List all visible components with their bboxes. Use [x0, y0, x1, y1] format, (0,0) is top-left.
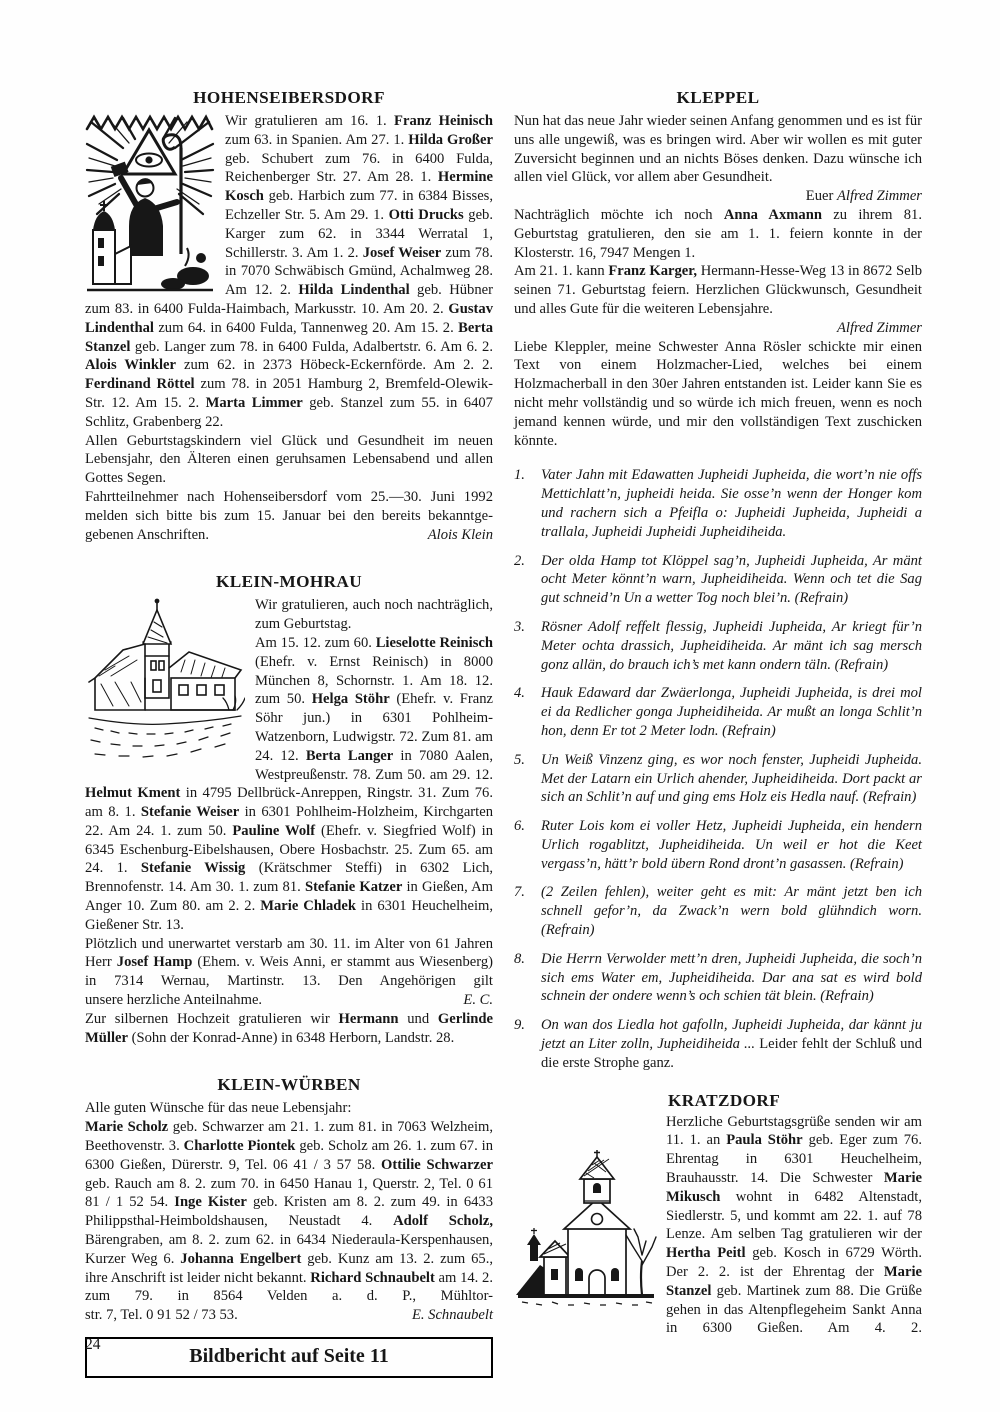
section-heading-kleppel: KLEPPEL [676, 88, 760, 107]
verse-number: 8. [514, 950, 525, 967]
signature-alois-klein: Alois Klein [427, 526, 493, 543]
verse-text: Rösner Adolf reffelt flessig, Jupheidi Jupheida, Ar kriegt für’n Meter ochta drassich, Jupheidiheida. Ar mänt ich sag mersch gonz allän, do brauch ich’s met kann ondern täln. (Refrain) [541, 618, 922, 673]
verse-number: 5. [514, 751, 525, 768]
last-line-text: str. 7, Tel. 0 91 52 / 73 53. [85, 1307, 238, 1324]
song-verse [514, 618, 922, 674]
birthday-list-paragraph: Wir gratulieren am 16. 1. Franz Heinisch zum 63. in Spanien. Am 27. 1. Hilda Großer geb. Schubert zum 76. in 6400 Fulda, Reichenberger Str. 27. Am 28. 1. Hermine Kosch geb. Harbich zum 77. in 6384 Bisses, Echzeller Str. 5. Am 29. 1. Otti Drucks geb. Karger zum 62. in 3344 Werratal 1, Schillerstr. 3. Am 1. 2. Josef Weiser zum 78. in 7070 Schwäbisch Gmünd, Achalmweg 28. Am 12. 2. Hilda Lindenthal geb. Hübner zum 83. in 6400 Fulda-Haimbach, Markusstr. 10. Am 20. 2. Gustav Lindenthal zum 64. in 6400 Fulda, Tannenweg 20. Am 15. 2. Berta Stanzel geb. Langer zum 78. in 6400 Fulda, Adalbertstr. 6. Am 6. 2. Alois Winkler zum 62. in 2373 Höbeck-Eckernförde. Am 2. 2. Ferdinand Röttel zum 78. in 2051 Hamburg 2, Bremfeld-Olewik-Str. 12. Am 15. 2. Marta Limmer geb. Stanzel zum 55. in 6407 Schlitz, Grabenberg 22. [85, 113, 494, 430]
song-verse [514, 1016, 922, 1072]
verse-text: Die Herrn Verwolder mett’n dren, Jupheidi Jupheida, die soch’n sich ems Water em, Jupheidiheida. Dar ana sat es wird bold schnein der ondere wenn’s och schien tät blein. (Refrain) [541, 950, 922, 1005]
birthday-list-paragraph: Am 15. 12. zum 60. Lieselotte Reinisch (Ehefr. v. Ernst Reinisch) in 8000 München 8, Schornstr. 1. Am 18. 12. zum 50. Helga Stöhr (Ehefr. v. Franz Söhr jun.) in 6301 Pohlheim-Watzenborn, Ludwigstr. 72. Zum 81. am 24. 12. Berta Langer in 7080 Aalen, Westpreußenstr. 78. Zum 50. am 29. 12. Helmut Kment in 4795 Dellbrück-Anreppen, Ringstr. 31. Zum 76. am 8. 1. Stefanie Weiser in 6301 Pohlheim-Holzheim, Kirchgarten 22. Am 24. 1. zum 50. Pauline Wolf (Ehefr. v. Siegfried Wolf) in 6345 Eschenburg-Eibelshausen, Obere Hosbachstr. 25. Zum 65. am 24. 1. Stefanie Wissig (Krätschmer Steffi) in 6302 Lich, Brennofenstr. 14. Am 30. 1. zum 81. Stefanie Katzer in Gießen, Am Anger 10. Zum 80. am 2. 2. Marie Chladek in 6301 Heuchelheim, Gießener Str. 13. [85, 634, 494, 933]
birthday-paragraph-karger: Am 21. 1. kann Franz Karger, Hermann-Hesse-Weg 13 in 8672 Selb seinen 71. Geburtstag feiern. Herzlichen Glückwunsch, Gesundheit und alles Gute für die weiteren Lebensjahre. [514, 263, 922, 317]
verse-number: 7. [514, 884, 525, 901]
song-verse [514, 751, 922, 807]
section-heading-klein-wuerben: KLEIN-WÜRBEN [217, 1075, 361, 1095]
section-heading-klein-mohrau: KLEIN-MOHRAU [215, 572, 363, 592]
verse-text: Ruter Lois kom ei voller Hetz, Jupheidi Jupheida, ein hendern Urlich rogablitzt, Jupheidiheida. Un weil er hot die Keet vergass’n, hätt’r bold übern Rond dront’n gasassen. (Refrain) [541, 818, 922, 872]
verse-number: 1. [514, 467, 525, 484]
verse-text: Un Weiß Vinzenz ging, es wor noch fenster, Jupheidi Jupheida. Met der Latarn ein Urlich ahender, Jupheidiheida. Dort packt ar sich an Schlit’n auf und ging ems Holz eis Hedla nauf. (Refrain) [541, 751, 922, 806]
song-verse [514, 684, 922, 740]
song-verse [514, 883, 922, 939]
blessing-paragraph: Allen Geburtstagskindern viel Glück und Gesundheit im neuen Lebensjahr, den Älteren einen geruhsamen Lebensabend und allen Gottes Segen. [85, 432, 493, 487]
silver-wedding-paragraph: Zur silbernen Hochzeit gratulieren wir Hermann und Gerlinde Müller (Sohn der Konrad-Anne) in 6348 Herborn, Landstr. 28. [85, 1010, 493, 1046]
obituary-paragraph: Plötzlich und unerwartet verstarb am 30. 11. im Alter von 61 Jahren Herr Josef Hamp (Ehem. v. Weis Anni, er stammt aus Wiesenberg) in 7314 Wernau, Martinstr. 13. Den Angehörigen gilt [85, 935, 493, 990]
section-kratzdorf [514, 1091, 922, 1339]
last-line-text: gebenen Anschriften. [85, 526, 210, 543]
intro-paragraph: Alle guten Wünsche für das neue Lebensjahr: [85, 1100, 352, 1117]
section-kleppel [514, 88, 922, 1073]
verse-text: On wan dos Liedla hot gafolln, Jupheidi Jupheida, dar kännt ju jetzt an Liter zolln, Jupheidiheida ... Leider fehlt der Schluß und die erste Strophe ganz. [541, 1017, 923, 1071]
song-verse [514, 552, 922, 608]
left-column [85, 88, 493, 1378]
section-klein-wuerben [85, 1075, 493, 1325]
verse-text: Der olda Hamp tot Klöppel sag’n, Jupheidi Jupheida, Ar mänt ocht Meter könnt’n warn, Jupheidiheida. Wenn och tet die Sag gut schneid’n Un a wetter Tog noch blei’n. (Refrain) [541, 552, 922, 607]
verse-text: Vater Jahn mit Edawatten Jupheidi Jupheida, die wort’n nie offs Mettichlatt’n, jupheidi heida. Sie osse’n wenn der Honger kom und rachern sich a Pfeifla o: Jupheidi Jupheida, Jupheidi a trallala, Jupheidi Jupheidi Jupheidiheida. [541, 467, 922, 540]
birthday-list-paragraph: Marie Scholz geb. Schwarzer am 21. 1. zum 81. in 7063 Welzheim, Beethovenstr. 3. Charlotte Piontek geb. Scholz am 26. 1. zum 67. in 6300 Gießen, Dürerstr. 9, Tel. 06 41 / 3 57 58. Ottilie Schwarzer geb. Rauch am 8. 2. zum 70. in 6450 Hanau 1, Querstr. 2, Tel. 0 61 81 / 1 52 54. Inge Kister geb. Kristen am 8. 2. zum 49. in 6433 Philippsthal-Heimboldshausen, Neustadt 4. Adolf Scholz, Bärengraben, am 8. 2. zum 62. in 6434 Niederaula-Kerspenhausen, Kurzer Weg 6. Johanna Engelbert geb. Kunz am 13. 2. zum 65., ihre Anschrift ist leider nicht bekannt. Richard Schnaubelt am 14. 2. zum 79. in 8564 Velden a. d. P., Mühltor- [85, 1119, 494, 1305]
song-verse [514, 950, 922, 1006]
signature-line: Euer Alfred Zimmer [805, 188, 922, 205]
verse-number: 6. [514, 818, 525, 835]
song-request-paragraph: Liebe Kleppler, meine Schwester Anna Rösler schickte mir einen Text von einem Holzmacher-Lied, welches bei einem Holzmacherball in den 30er Jahren entstanden ist. Leider kann Sie es nicht mehr vollständig und so würde ich mich freuen, wenn es noch jemand kennen würde, und mir den vollständigen Text zuschicken könnte. [514, 338, 922, 449]
section-klein-mohrau [85, 572, 493, 1047]
kratzdorf-text-cell [666, 1091, 922, 1339]
signature-line [85, 1306, 493, 1325]
signature-line [85, 526, 493, 545]
bildbericht-box: Bildbericht auf Seite 11 [85, 1337, 493, 1378]
page-number: 24 [85, 1336, 101, 1353]
village-church-illustration [85, 598, 245, 764]
song-verse [514, 817, 922, 873]
song-verse [514, 466, 922, 541]
new-year-paragraph: Nun hat das neue Jahr wieder seinen Anfang genommen und es ist für uns alle ungewiß, was es bringen wird. Aber wir wollen es mit guter Zuversicht beginnen und an nichts Böses denken. Dazu wünsche ich allen viel Glück, vor allem aber Gesundheit. [514, 113, 922, 186]
section-hohenseibersdorf [85, 88, 493, 544]
two-column-layout [85, 88, 922, 1378]
intro-paragraph: Wir gratulieren, auch noch nachträglich, zum Geburtstag. [255, 597, 493, 633]
verse-text: Hauk Edaward dar Zwäerlonga, Jupheidi Jupheida, is drei mol ei da Redlicher gonga Jupheidiheida. Ar mußt an longa Schlit’n hon, denn Er tot 2 Meter lodn. (Refrain) [541, 685, 922, 739]
right-column [514, 88, 922, 1378]
signature-e-c: E. C. [463, 992, 493, 1009]
trip-notice-paragraph: Fahrtteilnehmer nach Hohenseibersdorf vom 25.—30. Juni 1992 melden sich bitte bis zum 15. Januar bei den bereits bekanntge- [85, 488, 493, 524]
birthday-list-paragraph: Herzliche Geburtstagsgrüße senden wir am 11. 1. an Paula Stöhr geb. Eger zum 76. Ehrentag in 6301 Heuchelheim, Brauhausstr. 14. Die Schwester Marie Mikusch wohnt in 6482 Altenstadt, Siedlerstr. 5, und kommt am 22. 1. auf 78 Lenze. Am selben Tag gratulieren wir der Hertha Peitl geb. Kosch in 6729 Wörth. Der 2. 2. ist der Ehrentag der Marie Stanzel geb. Martinek zum 88. Die Grüße gehen in das Altenpflegeheim Sankt Anna in 6300 Gießen. Am 4. 2. [666, 1113, 922, 1337]
signature-alfred-zimmer: Alfred Zimmer [837, 319, 922, 336]
signature-line [85, 991, 493, 1010]
section-heading-hohenseibersdorf: HOHENSEIBERSDORF [193, 88, 385, 107]
song-verse-list [514, 466, 922, 1072]
verse-text: (2 Zeilen fehlen), weiter geht es mit: Ar mänt jetzt ben ich schnell gefor’n, da Zwack’n wern bold glühndich worn. (Refrain) [541, 884, 922, 939]
signature-e-schnaubelt: E. Schnaubelt [411, 1307, 493, 1324]
woodcut-bishop-illustration [85, 114, 215, 294]
birthday-paragraph-axmann: Nachträglich möchte ich noch Anna Axmann zu ihrem 81. Geburtstag gratulieren, den sie am 1. 1. feiern konnte in der Klosterstr. 16, 7947 Mengen 1. [514, 206, 922, 261]
last-line-text: unsere herzliche Anteilnahme. [85, 992, 263, 1009]
verse-number: 2. [514, 552, 525, 569]
verse-number: 4. [514, 685, 525, 702]
verse-number: 3. [514, 618, 525, 635]
verse-number: 9. [514, 1017, 525, 1034]
section-heading-kratzdorf: KRATZDORF [668, 1090, 781, 1110]
kratzdorf-image-cell [514, 1091, 666, 1339]
church-with-tree-illustration [514, 1149, 659, 1309]
